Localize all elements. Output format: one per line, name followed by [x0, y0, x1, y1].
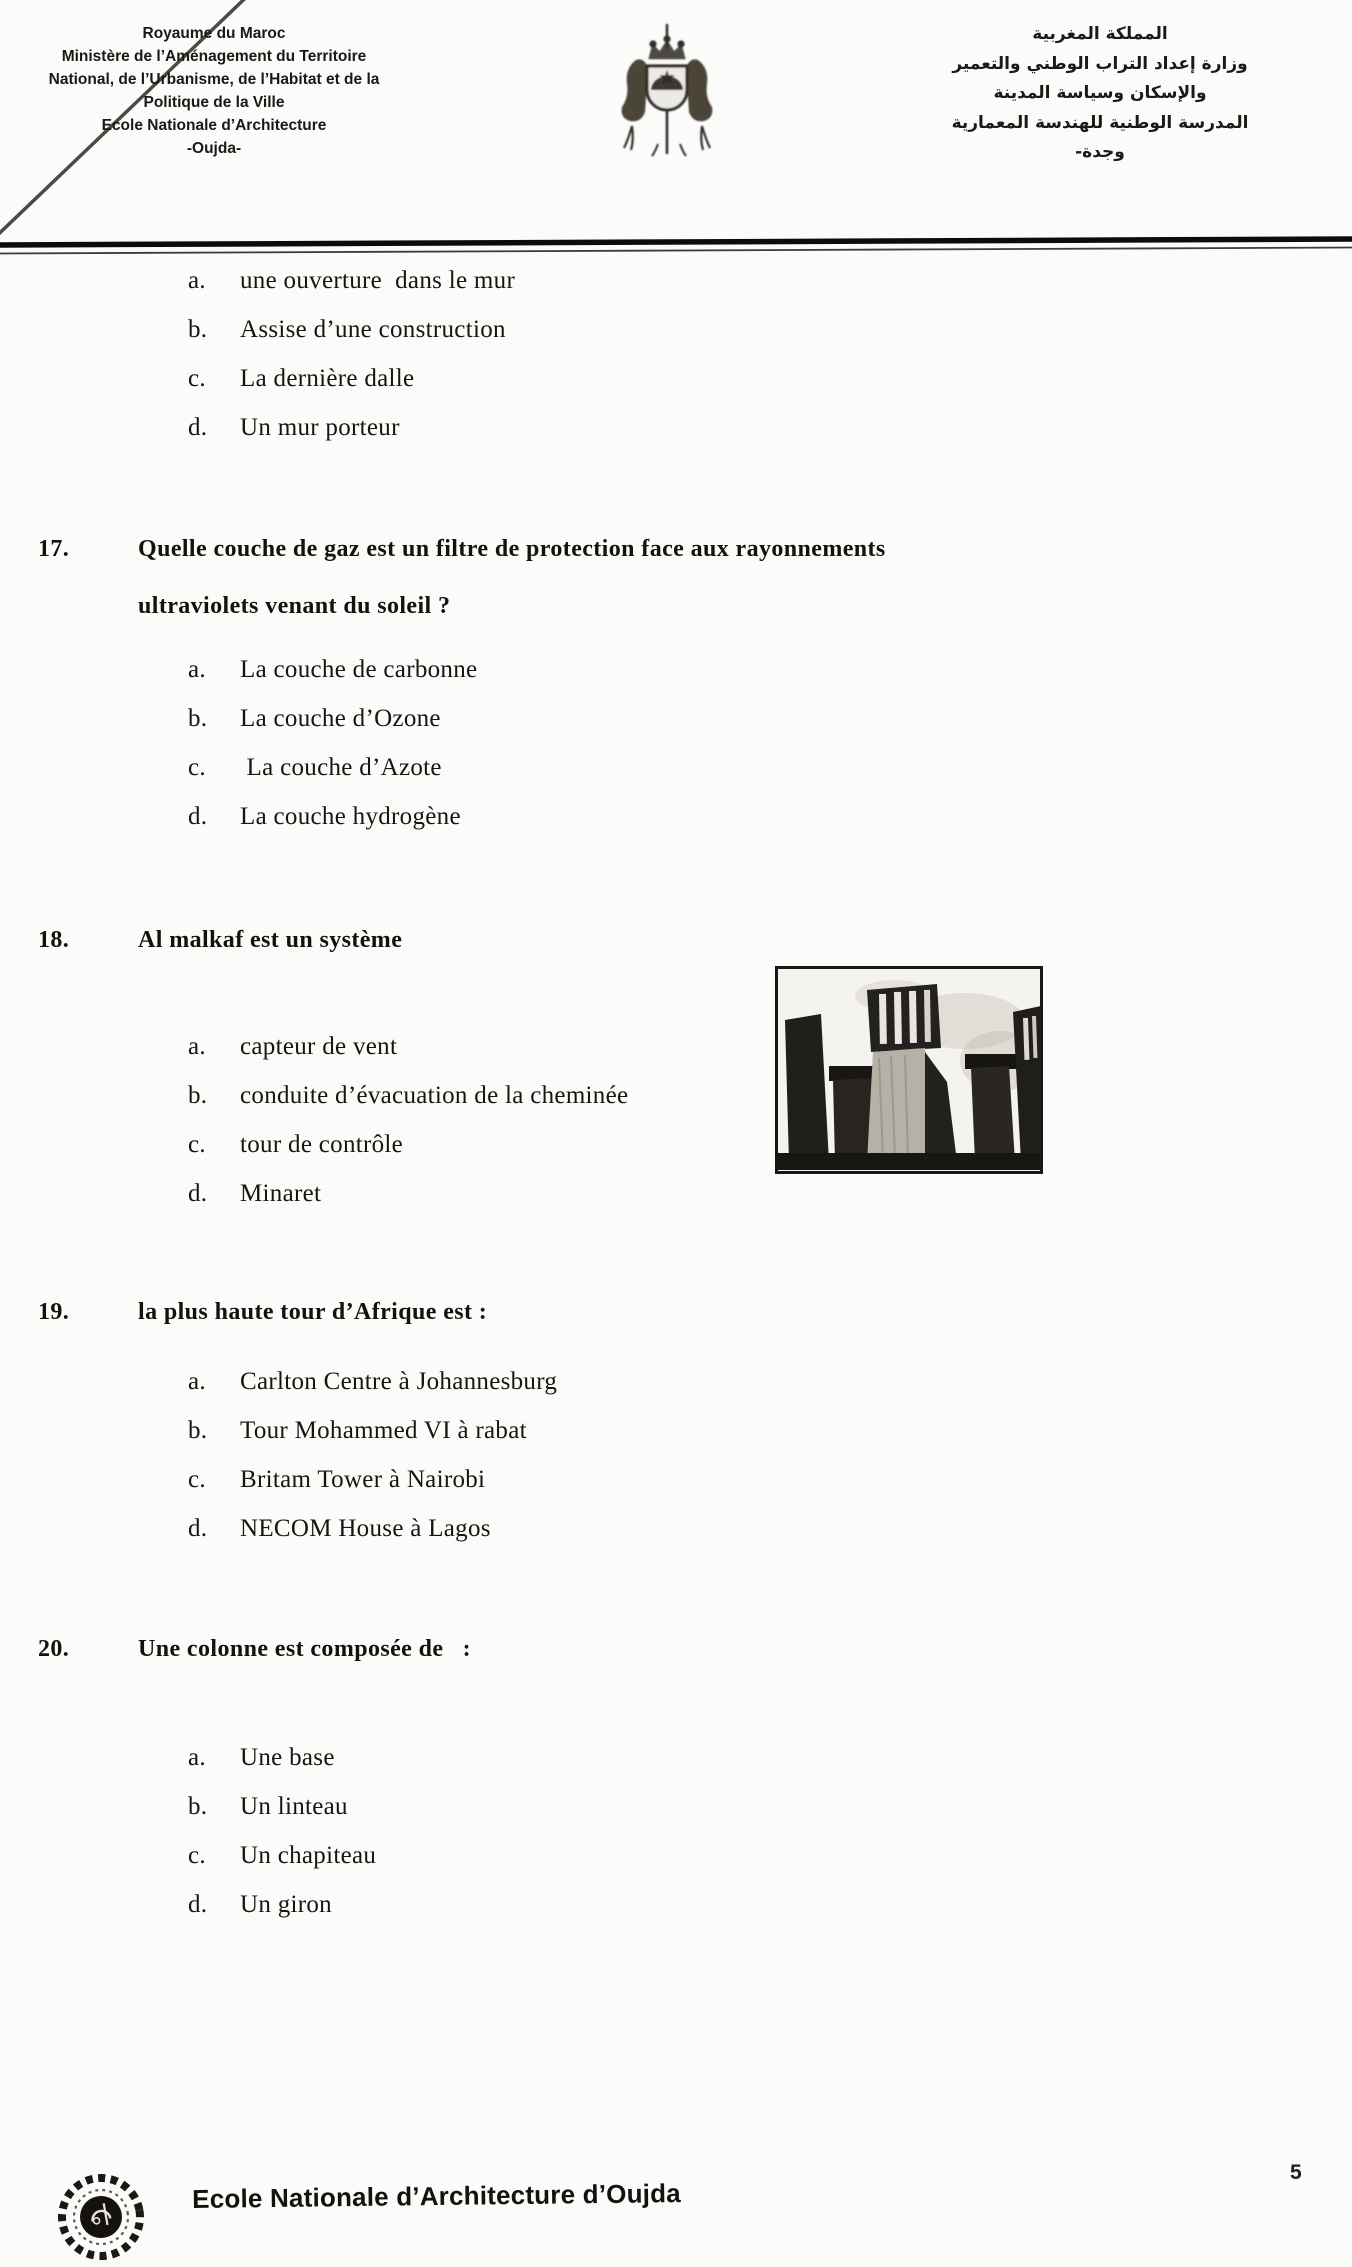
- header-fr-line-2: Ministère de l’Aménagement du Territoire: [61, 48, 367, 65]
- footer-school-name: Ecole Nationale d’Architecture d’Oujda: [192, 2178, 682, 2214]
- option-text: Assise d’une construction: [240, 316, 506, 343]
- header-ar-line-3: والإسكان وسياسة المدينة: [993, 83, 1207, 103]
- option-row: [188, 1169, 628, 1218]
- option-row: [188, 1071, 628, 1120]
- option-text: Un linteau: [240, 1793, 348, 1820]
- header-ar-line-4: المدرسة الوطنية للهندسة المعمارية: [951, 112, 1249, 133]
- question-text: [138, 521, 886, 635]
- option-text: La couche de carbonne: [240, 656, 478, 683]
- option-row: [188, 743, 477, 792]
- question-18-heading: [38, 925, 402, 955]
- question-text-line-1: Quelle couche de gaz est un filtre de protection face aux rayonnements: [138, 536, 886, 562]
- header-arabic-block: [928, 20, 1272, 168]
- option-text: Un giron: [240, 1891, 332, 1918]
- option-text: conduite d’évacuation de la cheminée: [240, 1082, 629, 1109]
- option-text: capteur de vent: [240, 1033, 398, 1060]
- option-letter: b.: [188, 316, 208, 343]
- question-19-heading: [38, 1297, 487, 1327]
- header-fr-line-6: -Oujda-: [186, 140, 242, 157]
- option-row: [188, 305, 515, 354]
- option-letter: d.: [188, 803, 208, 830]
- header-ar-line-1: المملكة المغربية: [1032, 24, 1168, 44]
- windcatcher-towers-image: [775, 966, 1043, 1174]
- option-letter: b.: [188, 705, 208, 732]
- option-letter: d.: [188, 1891, 208, 1918]
- option-row: [188, 792, 477, 841]
- option-letter: c.: [188, 1842, 206, 1869]
- option-row: [188, 1831, 376, 1880]
- option-row: [188, 645, 477, 694]
- question-text-line-2: ultraviolets venant du soleil ?: [138, 593, 451, 619]
- option-row: [188, 1880, 376, 1929]
- option-text: Un mur porteur: [240, 414, 400, 441]
- option-letter: c.: [188, 365, 206, 392]
- header-fr-line-3: National, de l’Urbanisme, de l’Habitat et de la: [48, 71, 380, 88]
- option-letter: b.: [188, 1082, 208, 1109]
- question-number: 18.: [38, 927, 70, 953]
- option-letter: a.: [188, 656, 206, 683]
- morocco-coat-of-arms-emblem: [606, 18, 728, 160]
- option-letter: b.: [188, 1417, 208, 1444]
- question-18-options: [188, 1022, 628, 1218]
- option-letter: c.: [188, 1466, 206, 1493]
- option-row: [188, 1406, 557, 1455]
- option-letter: d.: [188, 1180, 208, 1207]
- option-text: La couche hydrogène: [240, 803, 461, 830]
- option-letter: c.: [188, 1131, 206, 1158]
- option-text: Carlton Centre à Johannesburg: [240, 1368, 558, 1395]
- option-text: La dernière dalle: [240, 365, 415, 392]
- question-text: la plus haute tour d’Afrique est :: [138, 1299, 488, 1325]
- question-19-options: [188, 1357, 557, 1553]
- option-row: [188, 1120, 628, 1169]
- option-text: La couche d’Ozone: [240, 705, 441, 732]
- option-row: [188, 1782, 376, 1831]
- school-seal-stamp: [54, 2170, 148, 2264]
- option-row: [188, 354, 515, 403]
- option-text: une ouverture dans le mur: [240, 267, 516, 294]
- question-number: 20.: [38, 1636, 70, 1662]
- question-17-options: [188, 645, 477, 841]
- header-french-block: [28, 22, 400, 160]
- option-letter: a.: [188, 1033, 206, 1060]
- option-text: tour de contrôle: [240, 1131, 404, 1158]
- header-fr-line-4: Politique de la Ville: [143, 94, 285, 111]
- header-fr-line-5: Ecole Nationale d’Architecture: [101, 117, 327, 134]
- question-text: Al malkaf est un système: [138, 927, 403, 953]
- option-text: Un chapiteau: [240, 1842, 377, 1869]
- question-20-heading: [38, 1634, 471, 1664]
- option-text: La couche d’Azote: [240, 754, 442, 781]
- question-number: 19.: [38, 1299, 70, 1325]
- option-row: [188, 1733, 376, 1782]
- option-row: [188, 694, 477, 743]
- option-row: [188, 403, 515, 452]
- option-letter: d.: [188, 1515, 208, 1542]
- question-17-heading: [38, 521, 886, 635]
- header-ar-line-5: وجدة-: [1075, 142, 1125, 162]
- option-row: [188, 256, 515, 305]
- page-number: 5: [1290, 2161, 1302, 2184]
- option-letter: d.: [188, 414, 208, 441]
- option-row: [188, 1022, 628, 1071]
- header-divider-rule: [0, 234, 1352, 258]
- option-text: Tour Mohammed VI à rabat: [240, 1417, 527, 1444]
- question-text: Une colonne est composée de :: [138, 1636, 472, 1662]
- option-letter: b.: [188, 1793, 208, 1820]
- option-letter: c.: [188, 754, 206, 781]
- question-20-options: [188, 1733, 376, 1929]
- option-row: [188, 1455, 557, 1504]
- option-letter: a.: [188, 1744, 206, 1771]
- header-ar-line-2: وزارة إعداد التراب الوطني والتعمير: [952, 53, 1248, 74]
- option-text: Britam Tower à Nairobi: [240, 1466, 486, 1493]
- option-row: [188, 1357, 557, 1406]
- option-letter: a.: [188, 1368, 206, 1395]
- question-number: 17.: [38, 536, 70, 562]
- option-letter: a.: [188, 267, 206, 294]
- question-16-options: [188, 256, 515, 452]
- option-text: Une base: [240, 1744, 335, 1771]
- header-fr-line-1: Royaume du Maroc: [142, 25, 286, 42]
- option-row: [188, 1504, 557, 1553]
- option-text: Minaret: [240, 1180, 322, 1207]
- option-text: NECOM House à Lagos: [240, 1515, 491, 1542]
